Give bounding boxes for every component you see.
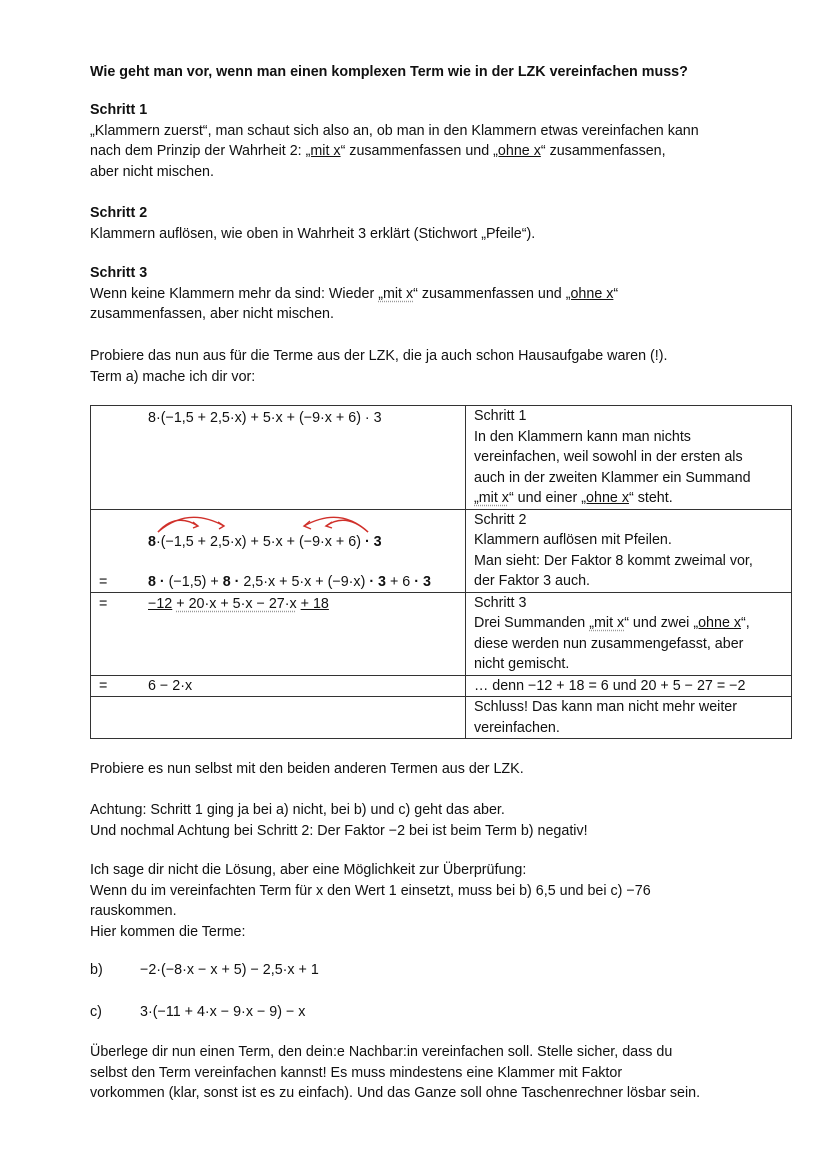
text-line [474, 551, 791, 572]
text-line [474, 593, 791, 614]
text-segment: Und nochmal Achtung bei Schritt 2: Der Faktor −2 bei ist beim Term b) negativ! [90, 822, 588, 839]
text-line [90, 800, 790, 821]
text-segment: Wenn du im vereinfachten Term für x den Wert 1 einsetzt, muss bei b) 6,5 und bei c) −76 [90, 882, 651, 899]
page-title: Wie geht man vor, wenn man einen komplexen Term wie in der LZK vereinfachen muss? [90, 64, 688, 80]
underlined-text: „ohne x [693, 615, 742, 631]
bold-text: · 3 [364, 533, 382, 550]
text-segment: Man sieht: Der Faktor 8 kommt zweimal vor, [474, 552, 753, 569]
text-segment: “ zusammenfassen, [540, 143, 666, 159]
text-segment: Klammern auflösen, wie oben in Wahrheit 3 erklärt (Stichwort „Pfeile“). [90, 225, 536, 242]
row3-term [91, 592, 466, 675]
underlined-text: „ohne x [581, 490, 629, 506]
closing-text [90, 1042, 790, 1104]
text-segment: Wenn keine Klammern mehr da sind: Wieder [90, 285, 379, 302]
marked-text: „mit x [589, 615, 625, 631]
text-segment: vereinfachen. [474, 719, 560, 736]
bold-text: 8 · [148, 573, 165, 590]
text-line [90, 1063, 790, 1084]
result-expression [148, 676, 192, 697]
text-segment: diese werden nun zusammengefasst, aber [474, 635, 744, 652]
term-expression-with-factors [148, 532, 382, 553]
text-line [90, 121, 790, 142]
text-segment: Drei Summanden [474, 615, 590, 631]
summands-expression [148, 594, 329, 615]
text-line [90, 284, 790, 305]
bold-text: 8 [148, 533, 156, 550]
text-segment: 8·(−1,5 + 2,5·x) + 5·x + (−9·x + 6) · 3 [148, 410, 382, 426]
underlined-text: + 18 [300, 595, 329, 612]
text-line [90, 901, 790, 922]
text-line [474, 468, 791, 489]
text-segment: Probiere es nun selbst mit den beiden anderen Termen aus der LZK. [90, 761, 524, 777]
text-line [90, 759, 790, 780]
warning-text [90, 800, 790, 841]
text-segment: “ und zwei [624, 615, 694, 631]
text-segment: Probiere das nun aus für die Terme aus der LZK, die ja auch schon Hausaufgabe waren (!). [90, 348, 668, 364]
text-segment: auch in der zweiten Klammer ein Summand [474, 469, 751, 486]
text-line [474, 530, 791, 551]
row3-explanation [466, 592, 792, 675]
step3-text [90, 284, 790, 325]
text-line [474, 613, 791, 634]
step1-heading: Schritt 1 [90, 102, 148, 118]
underlined-text: „ohne x [565, 285, 614, 302]
exercise-text [90, 759, 790, 780]
equals-sign: = [99, 595, 108, 612]
text-segment: “ zusammenfassen und [340, 143, 494, 159]
text-segment: In den Klammern kann man nichts [474, 428, 691, 445]
text-segment: + 6 [386, 573, 415, 590]
text-line [90, 346, 790, 367]
row4-term [91, 675, 466, 697]
equals-sign: = [99, 677, 108, 694]
text-segment: … denn −12 + 18 = 6 und 20 + 5 − 27 = −2 [474, 677, 746, 694]
row1-explanation [466, 406, 792, 510]
text-segment: (−1,5) + [164, 573, 223, 590]
marked-text: „mit x [378, 285, 414, 302]
term-label: c) [90, 1004, 102, 1020]
equals-sign: = [99, 573, 108, 590]
bold-text: · 3 [369, 573, 386, 590]
text-segment: Term a) mache ich dir vor: [90, 368, 256, 385]
text-segment: ·(−1,5 + 2,5·x) + 5·x + (−9·x + 6) [155, 533, 365, 550]
text-segment: Schritt 2 [474, 511, 527, 528]
bold-text: · 3 [414, 573, 431, 590]
text-segment: nach dem Prinzip der Wahrheit 2: [90, 143, 306, 159]
text-line [90, 224, 790, 245]
underlined-text: −12 [148, 595, 173, 612]
underlined-text: „mit x [305, 143, 341, 159]
text-line [474, 427, 791, 448]
text-segment: Überlege dir nun einen Term, den dein:e Nachbar:in vereinfachen soll. Stelle sicher, dass du [90, 1044, 673, 1060]
text-line [474, 697, 791, 718]
text-line [90, 881, 790, 902]
step2-text [90, 224, 790, 245]
intro-text [90, 346, 790, 387]
step3-heading: Schritt 3 [90, 265, 148, 281]
text-line [90, 367, 790, 388]
text-line [90, 922, 790, 943]
text-segment: selbst den Term vereinfachen kannst! Es muss mindestens eine Klammer mit Faktor [90, 1064, 623, 1081]
text-line [90, 821, 790, 842]
text-segment: 2,5·x + 5·x + (−9·x) [239, 573, 370, 590]
text-segment: “ zusammenfassen und [413, 285, 566, 302]
term-expression: 3·(−11 + 4·x − 9·x − 9) − x [140, 1004, 306, 1020]
bold-text: 8 · [222, 573, 240, 590]
term-c [90, 1002, 790, 1023]
text-segment: Hier kommen die Terme: [90, 923, 246, 940]
text-segment: „Klammern zuerst“, man schaut sich also an, ob man in den Klammern etwas vereinfachen kann [90, 122, 699, 139]
row4-explanation [466, 675, 792, 697]
text-segment: “ [613, 285, 619, 302]
text-line [474, 654, 791, 675]
text-line [474, 571, 791, 592]
text-segment: “ und einer [508, 490, 582, 506]
step2-heading: Schritt 2 [90, 205, 148, 221]
marked-text: + 20·x + 5·x − 27·x [176, 595, 297, 612]
row2-term [91, 509, 466, 592]
step1-text [90, 121, 790, 183]
text-line [90, 304, 790, 325]
text-line [474, 488, 791, 509]
check-hint-text [90, 860, 790, 942]
underlined-text: „ohne x [493, 143, 541, 159]
expanded-expression [148, 572, 431, 593]
text-line [474, 676, 791, 697]
marked-text: „mit x [474, 490, 509, 506]
text-segment: vorkommen (klar, sonst ist es zu einfach). Und das Ganze soll ohne Taschenrechner lösbar sein. [90, 1085, 701, 1101]
text-segment: Ich sage dir nicht die Lösung, aber eine Möglichkeit zur Überprüfung: [90, 862, 527, 878]
text-segment: der Faktor 3 auch. [474, 573, 591, 589]
text-segment: Schritt 3 [474, 594, 527, 611]
text-line [90, 860, 790, 881]
text-line [474, 718, 791, 739]
term-b [90, 960, 790, 981]
row5-explanation [466, 697, 792, 739]
text-segment: 6 − 2·x [148, 677, 193, 694]
text-line [474, 447, 791, 468]
text-segment: “ steht. [628, 490, 673, 506]
text-segment: “, [741, 615, 750, 631]
text-segment: vereinfachen, weil sowohl in der ersten als [474, 449, 743, 465]
text-segment: zusammenfassen, aber nicht mischen. [90, 306, 334, 322]
text-segment: nicht gemischt. [474, 656, 570, 672]
text-segment: Klammern auflösen mit Pfeilen. [474, 532, 672, 548]
text-line [474, 634, 791, 655]
text-segment: Schritt 1 [474, 408, 527, 424]
text-segment: Achtung: Schritt 1 ging ja bei a) nicht, bei b) und c) geht das aber. [90, 802, 505, 818]
term-expression [148, 408, 382, 429]
text-line [90, 162, 790, 183]
row2-explanation [466, 509, 792, 592]
text-line [90, 1042, 790, 1063]
row1-term [91, 406, 466, 510]
text-line [90, 141, 790, 162]
row5-term [91, 697, 466, 739]
text-line [474, 406, 791, 427]
term-expression: −2·(−8·x − x + 5) − 2,5·x + 1 [140, 962, 319, 978]
term-label: b) [90, 962, 103, 978]
text-segment: rauskommen. [90, 903, 177, 919]
worked-example-table [90, 405, 792, 739]
text-segment: aber nicht mischen. [90, 163, 214, 180]
text-line [474, 510, 791, 531]
text-line [90, 1083, 790, 1104]
text-segment: Schluss! Das kann man nicht mehr weiter [474, 699, 738, 715]
